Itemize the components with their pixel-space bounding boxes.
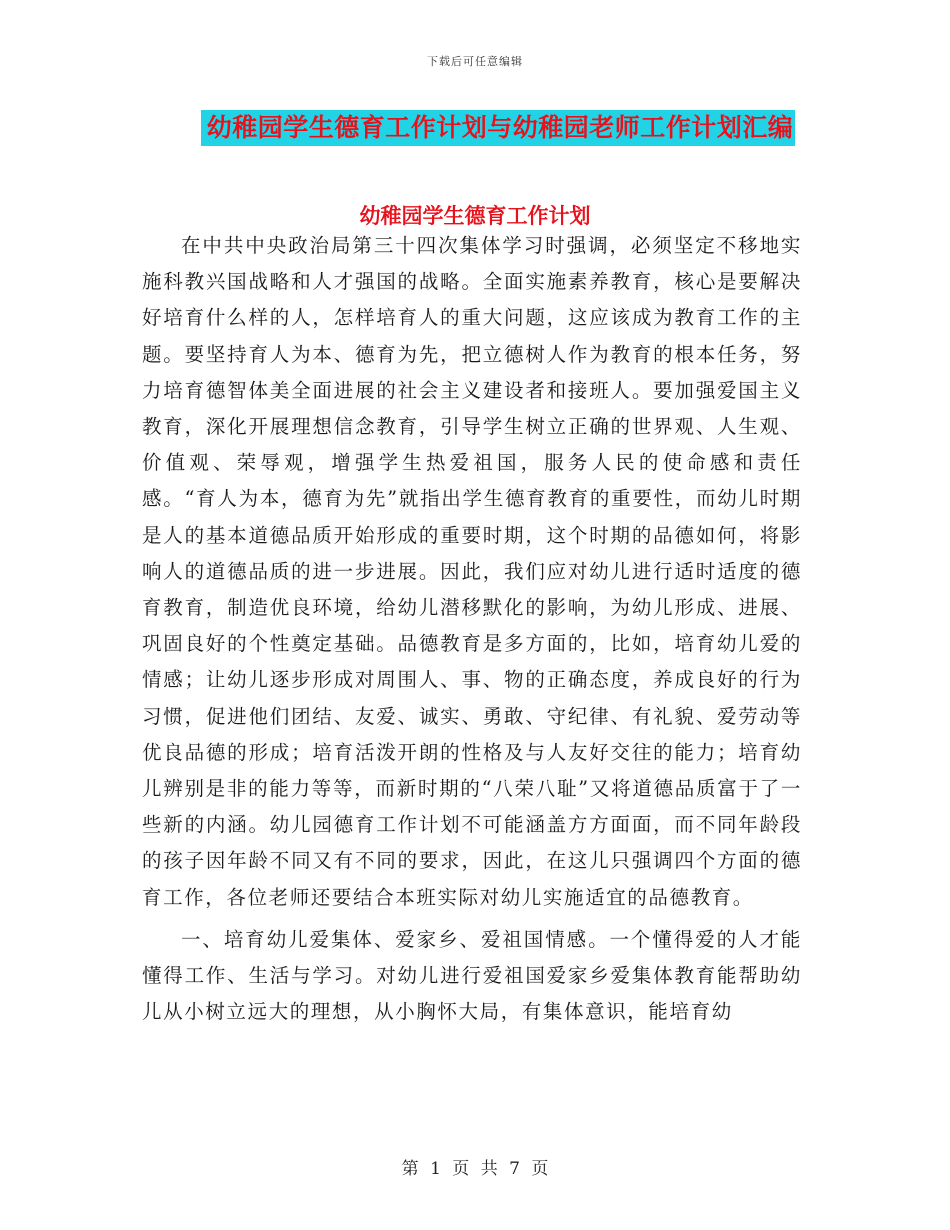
document-title-container (0, 110, 950, 146)
paragraph-point-one: 一、培育幼儿爱集体、爱家乡、爱祖国情感。一个懂得爱的人才能懂得工作、生活与学习。对幼儿进行爱祖国爱家乡爱集体教育能帮助幼儿从小树立远大的理想，从小胸怀大局，有集体意识，能培育幼 (142, 927, 802, 1024)
document-title: 幼稚园学生德育工作计划与幼稚园老师工作计划汇编 (201, 110, 796, 146)
document-body (142, 228, 802, 1030)
section-title: 幼稚园学生德育工作计划 (359, 204, 591, 228)
paragraph-intro: 在中共中央政治局第三十四次集体学习时强调，必须坚定不移地实施科教兴国战略和人才强国的战略。全面实施素养教育，核心是要解决好培育什么样的人，怎样培育人的重大问题，这应该成为教育工作的主题。要坚持育人为本、德育为先，把立德树人作为教育的根本任务，努力培育德智体美全面进展的社会主义建设者和接班人。要加强爱国主义教育，深化开展理想信念教育，引导学生树立正确的世界观、人生观、价值观、荣辱观，增强学生热爱祖国，服务人民的使命感和责任感。“育人为本，德育为先”就指出学生德育教育的重要性，而幼儿时期是人的基本道德品质开始形成的重要时期，这个时期的品德如何，将影响人的道德品质的进一步进展。因此，我们应对幼儿进行适时适度的德育教育，制造优良环境，给幼儿潜移默化的影响，为幼儿形成、进展、巩固良好的个性奠定基础。品德教育是多方面的，比如，培育幼儿爱的情感；让幼儿逐步形成对周围人、事、物的正确态度，养成良好的行为习惯，促进他们团结、友爱、诚实、勇敢、守纪律、有礼貌、爱劳动等优良品德的形成；培育活泼开朗的性格及与人友好交往的能力；培育幼儿辨别是非的能力等等，而新时期的“八荣八耻”又将道德品质富于了一些新的内涵。幼儿园德育工作计划不可能涵盖方方面面，而不同年龄段的孩子因年龄不同又有不同的要求，因此，在这儿只强调四个方面的德育工作，各位老师还要结合本班实际对幼儿实施适宜的品德教育。 (142, 234, 802, 909)
page-footer: 第 1 页 共 7 页 (401, 1159, 549, 1179)
page-header-note: 下载后可任意编辑 (427, 55, 523, 68)
